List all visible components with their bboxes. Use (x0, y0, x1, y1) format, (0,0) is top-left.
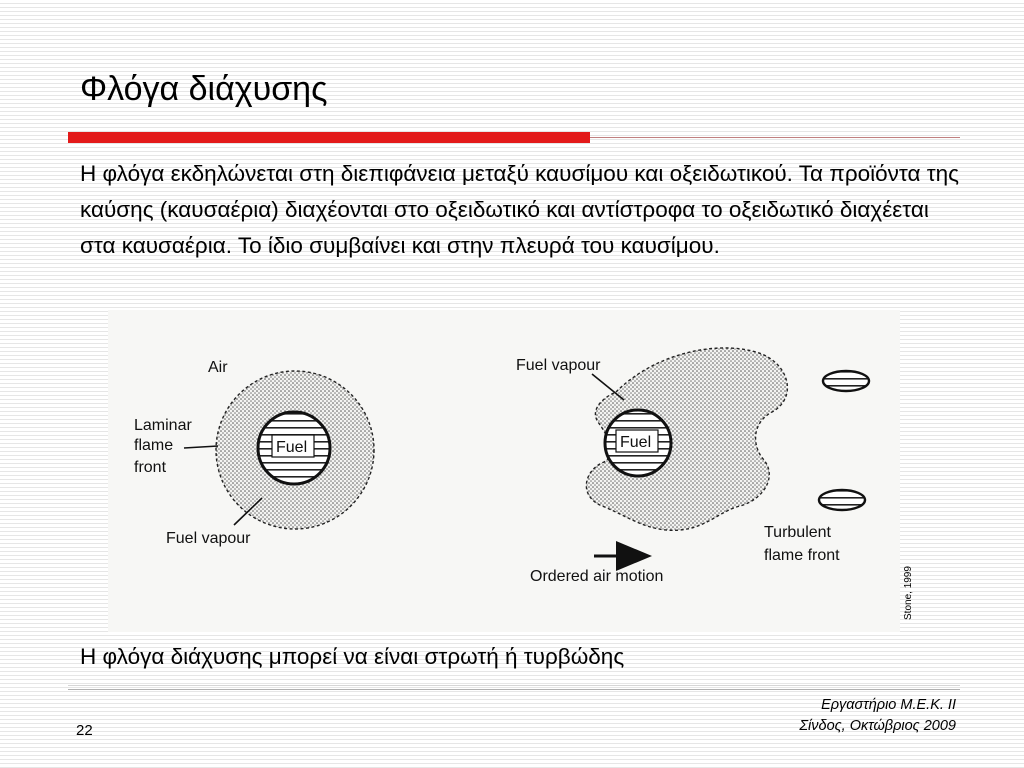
laminar-flame-label-2: flame (134, 437, 174, 454)
footer-lab-name: Εργαστήριο Μ.Ε.Κ. ΙΙ (821, 697, 956, 713)
page-number: 22 (76, 722, 93, 739)
footer-date: Σίνδος, Οκτώβριος 2009 (799, 718, 956, 734)
footer-info (799, 695, 956, 737)
title-underline (68, 131, 960, 145)
air-motion-label: Ordered air motion (530, 568, 664, 585)
flame-pocket-upper (823, 371, 869, 391)
title-underline-accent (68, 132, 590, 143)
figure-caption: Η φλόγα διάχυσης μπορεί να είναι στρωτή ή τυρβώδης (80, 644, 625, 669)
laminar-flame-pointer (184, 446, 218, 448)
laminar-air-label: Air (208, 359, 228, 376)
laminar-flame-label-1: Laminar (134, 417, 192, 434)
footer-rule (68, 689, 960, 690)
laminar-fuel-label: Fuel (276, 439, 308, 456)
footer-rule-top (68, 685, 960, 686)
laminar-flame-label-3: front (134, 459, 167, 476)
turbulent-flame-label-2: flame front (764, 547, 840, 564)
laminar-vapour-label: Fuel vapour (166, 530, 251, 547)
flame-pocket-lower (819, 490, 865, 510)
body-paragraph: Η φλόγα εκδηλώνεται στη διεπιφάνεια μεταξύ καυσίμου και οξειδωτικού. Τα προϊόντα της καύσης (καυσαέρια) διαχέονται στο οξειδωτικό και αντίστροφα το οξειδωτικό διαχέεται στα καυσαέρια. Το ίδιο συμβαίνει και στην πλευρά του καυσίμου. (80, 161, 959, 258)
slide-title: Φλόγα διάχυσης (80, 70, 328, 108)
figure-credit: Stone, 1999 (903, 566, 914, 620)
turbulent-vapour-label: Fuel vapour (516, 357, 601, 374)
turbulent-flame-label-1: Turbulent (764, 524, 831, 541)
turbulent-fuel-label: Fuel (620, 434, 652, 451)
diffusion-flame-figure (108, 310, 900, 632)
